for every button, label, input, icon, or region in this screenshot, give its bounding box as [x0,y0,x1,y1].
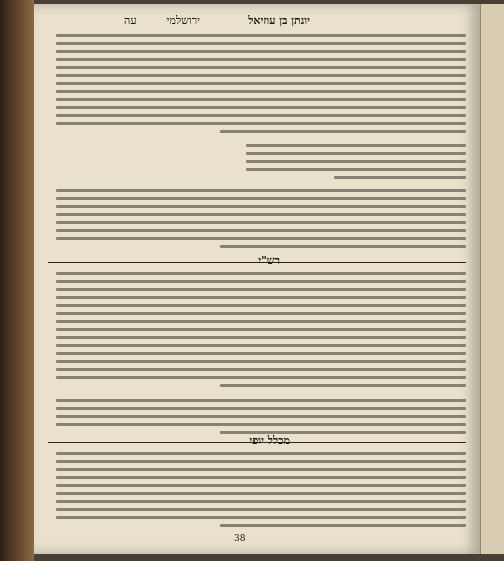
text-line [56,500,466,503]
text-line [56,197,466,200]
text-line [56,122,466,125]
divider-rule [48,262,466,263]
text-line [56,213,466,216]
text-line [56,304,466,307]
text-line [56,34,466,37]
header-page-letter: עה [124,14,137,27]
text-line [56,399,466,402]
text-line [56,415,466,418]
book-page [34,4,480,554]
text-line [56,460,466,463]
text-line [246,160,466,163]
text-line [56,272,466,275]
secondary-commentary [56,399,466,439]
text-line [56,296,466,299]
targum-column-lower [56,189,466,253]
text-line [56,189,466,192]
text-line [56,320,466,323]
rashi-heading: רש"י [258,254,280,267]
text-line [56,476,466,479]
mikhlal-yofi-commentary [56,452,466,532]
text-line [56,508,466,511]
header-targum-yerushalmi: ירושלמי [166,14,200,27]
text-line [246,152,466,155]
text-line [246,168,466,171]
text-line [56,42,466,45]
text-line [246,144,466,147]
text-line [220,524,466,527]
text-line [56,312,466,315]
text-line [56,336,466,339]
text-line [56,98,466,101]
targum-column-upper [56,34,466,138]
text-line [56,229,466,232]
text-line [220,384,466,387]
text-line [56,344,466,347]
text-line [56,237,466,240]
text-line [56,368,466,371]
text-line [56,376,466,379]
yerushalmi-column [246,144,466,184]
text-line [220,130,466,133]
text-line [220,245,466,248]
text-line [56,106,466,109]
text-line [56,468,466,471]
mikhlal-yofi-heading: מכלל יופי [249,434,290,447]
text-line [56,58,466,61]
text-line [56,452,466,455]
text-line [56,74,466,77]
text-line [56,114,466,117]
text-line [56,492,466,495]
text-line [56,360,466,363]
text-line [334,176,466,179]
text-line [56,205,466,208]
book-spine [0,0,34,561]
text-line [56,50,466,53]
text-line [56,280,466,283]
rashi-commentary [56,272,466,392]
header-targum-yonatan: יונתן בן עוזיאל [248,14,310,27]
text-line [56,328,466,331]
text-line [56,516,466,519]
facing-page-edge [480,4,504,554]
text-line [56,288,466,291]
text-line [56,82,466,85]
text-line [56,90,466,93]
text-line [56,423,466,426]
text-line [56,484,466,487]
text-line [56,221,466,224]
text-line [56,407,466,410]
text-line [56,352,466,355]
page-number: 38 [234,534,246,544]
text-line [56,66,466,69]
